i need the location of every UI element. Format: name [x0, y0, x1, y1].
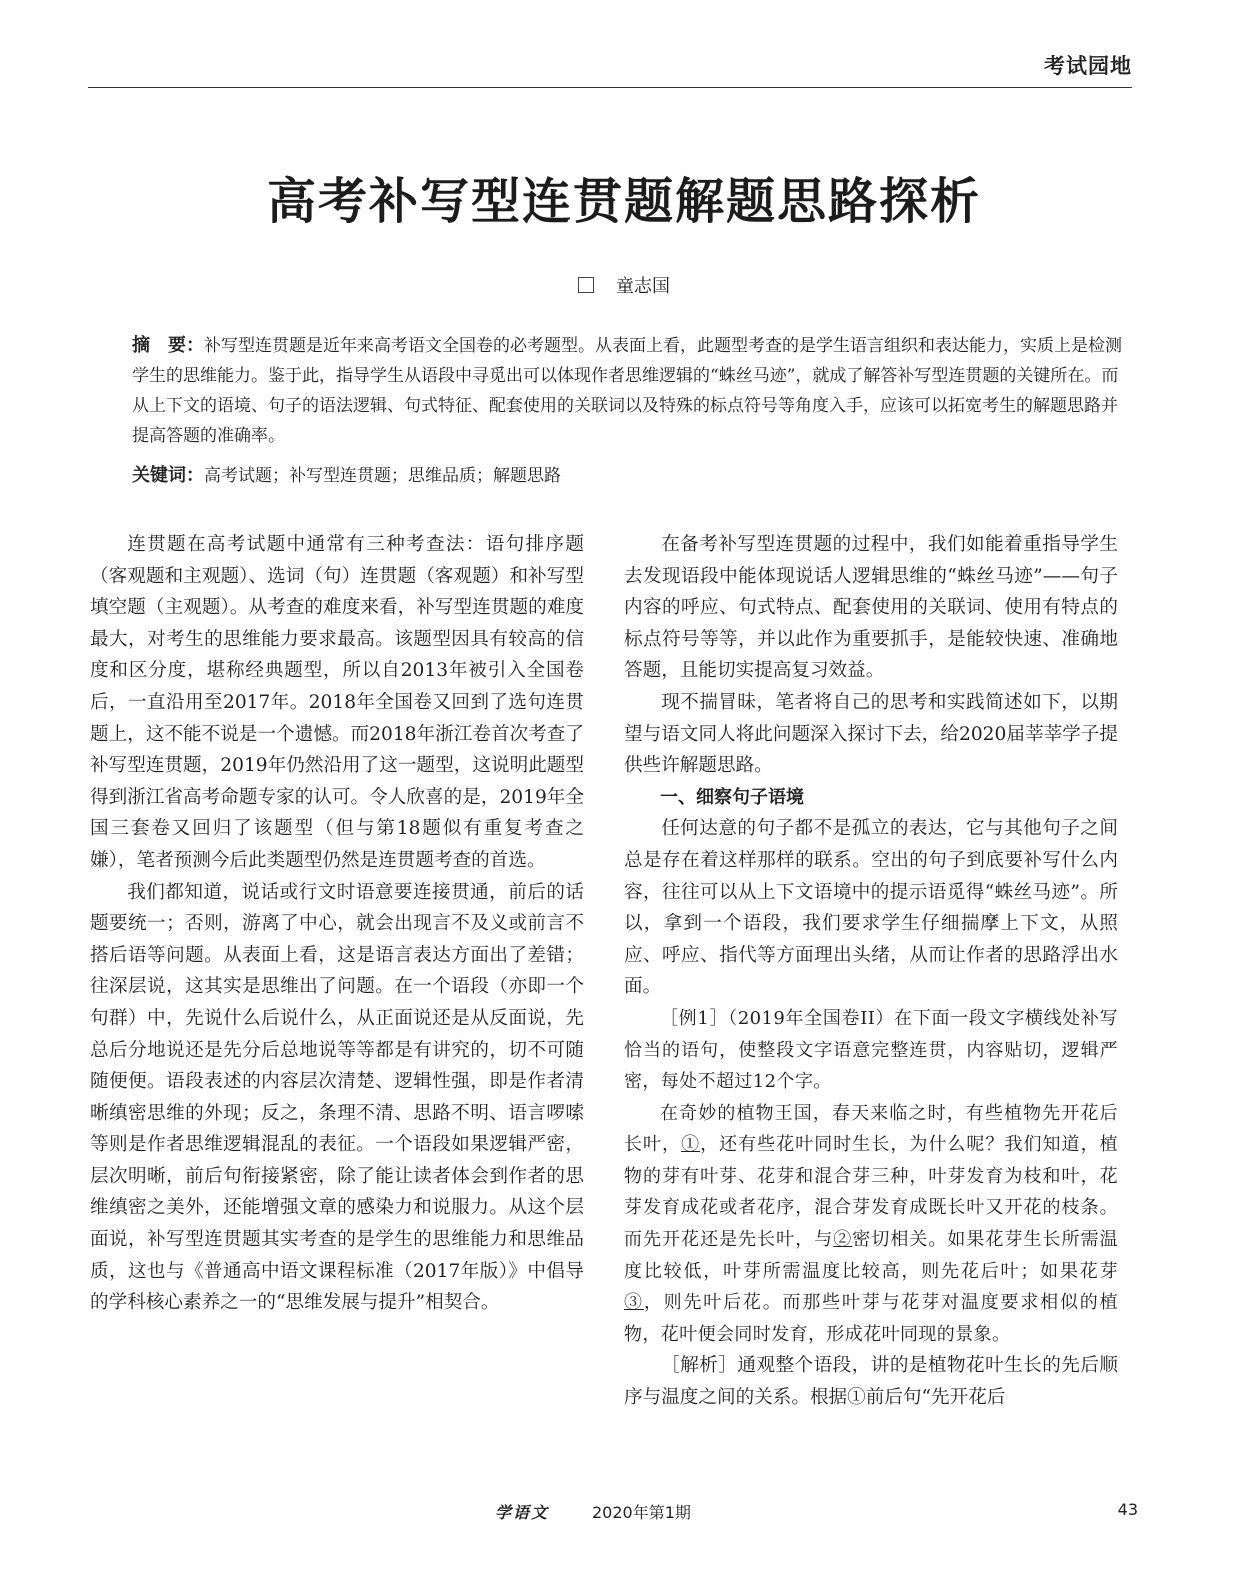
example-prompt — [624, 1003, 1118, 1098]
section-label: 考试园地 — [1044, 54, 1132, 78]
analysis-text: 通观整个语段，讲的是植物花叶生长的先后顺序与温度之间的关系。根据①前后句“先开花后 — [624, 1355, 1118, 1409]
abstract — [132, 331, 1122, 451]
passage-text: ，则先叶后花。而那些叶芽与花芽对温度要求相似的植物，花叶便会同时发育，形成花叶同现的景象。 — [624, 1292, 1118, 1345]
section-heading: 一、细察句子语境 — [660, 786, 804, 808]
abstract-text: 补写型连贯题是近年来高考语文全国卷的必考题型。从表面上看，此题型考查的是学生语言组织和表达能力，实质上是检测学生的思维能力。鉴于此，指导学生从语段中寻觅出可以体现作者思维逻辑的“蛛丝马迹”，就成了解答补写型连贯题的关键所在。而从上下文的语境、句子的语法逻辑、句式特征、配套使用的关联词以及特殊的标点符号等角度入手，应该可以拓宽考生的解题思路并提高答题的准确率。 — [132, 336, 1122, 446]
header-rule — [88, 87, 1132, 88]
passage-text: ，还有些花叶同时生长，为什么呢？我们知道，植物的芽有叶芽、花芽和混合芽三种，叶芽发育为枝和叶，花芽发育成花或者花序，混合芽发育成既长叶又开花的枝条。而先开花还是先长叶，与 — [624, 1134, 1118, 1251]
body-paragraph: 现不揣冒昧，笔者将自己的思考和实践简述如下，以期望与语文同人将此问题深入探讨下去，给2020届莘莘学子提供些许解题思路。 — [624, 691, 1118, 777]
passage-text: 在奇妙的植物王国，春天来临之时，有些植物先开花后长叶， — [624, 1102, 1118, 1156]
example-label: ［例1］ — [660, 1007, 729, 1029]
example-passage — [624, 1098, 1118, 1351]
blank-2: ② — [833, 1229, 853, 1251]
abstract-label: 摘 要： — [132, 335, 204, 356]
author-name: 童志国 — [616, 276, 670, 297]
keywords-text: 高考试题；补写型连贯题；思维品质；解题思路 — [204, 466, 561, 486]
blank-1: ① — [681, 1134, 701, 1156]
right-column — [624, 529, 1118, 1414]
left-column — [90, 529, 584, 1319]
article-title: 高考补写型连贯题解题思路探析 — [266, 173, 981, 230]
analysis-paragraph — [624, 1350, 1118, 1413]
example-prompt-text: （2019年全国卷II）在下面一段文字横线处补写恰当的语句，使整段文字语意完整连贯，内容贴切，逻辑严密，每处不超过12个字。 — [624, 1007, 1118, 1093]
keywords-label: 关键词： — [132, 465, 204, 486]
body-paragraph: 任何达意的句子都不是孤立的表达，它与其他句子之间总是存在着这样那样的联系。空出的句子到底要补写什么内容，往往可以从上下文语境中的提示语觅得“蛛丝马迹”。所以，拿到一个语段，我们要求学生仔细揣摩上下文，从照应、呼应、指代等方面理出头绪，从而让作者的思路浮出水面。 — [624, 818, 1118, 998]
page-number: 43 — [1117, 1500, 1138, 1519]
journal-name: 学语文 — [495, 1503, 550, 1522]
issue-label: 2020年第1期 — [592, 1503, 691, 1522]
body-paragraph: 在备考补写型连贯题的过程中，我们如能着重指导学生去发现语段中能体现说话人逻辑思维的“蛛丝马迹”——句子内容的呼应、句式特点、配套使用的关联词、使用有特点的标点符号等等，并以此作为重要抓手，是能较快速、准确地答题，且能切实提高复习效益。 — [624, 534, 1118, 682]
byline — [0, 272, 1248, 298]
body-paragraph: 我们都知道，说话或行文时语意要连接贯通，前后的话题要统一；否则，游离了中心，就会出现言不及义或前言不搭后语等问题。从表面上看，这是语言表达方面出了差错；往深层说，这其实是思维出了问题。在一个语段（亦即一个句群）中，先说什么后说什么，从正面说还是从反面说，先总后分地说还是先分后总地说等等都是有讲究的，切不可随随便便。语段表述的内容层次清楚、逻辑性强，即是作者清晰缜密思维的外现；反之，条理不清、思路不明、语言啰嗦等则是作者思维逻辑混乱的表征。一个语段如果逻辑严密，层次明晰，前后句衔接紧密，除了能让读者体会到作者的思维缜密之美外，还能增强文章的感染力和说服力。从这个层面说，补写型连贯题其实考查的是学生的思维能力和思维品质，这也与《普通高中语文课程标准（2017年版）》中倡导的学科核心素养之一的“思维发展与提升”相契合。 — [90, 881, 584, 1314]
analysis-label: ［解析］ — [661, 1355, 738, 1377]
keywords — [132, 461, 561, 487]
body-paragraph: 连贯题在高考试题中通常有三种考查法：语句排序题（客观题和主观题）、选词（句）连贯题（客观题）和补写型填空题（主观题）。从考查的难度来看，补写型连贯题的难度最大，对考生的思维能力要求最高。该题型因具有较高的信度和区分度，堪称经典题型，所以自2013年被引入全国卷后，一直沿用至2017年。2018年全国卷又回到了选句连贯题上，这不能不说是一个遗憾。而2018年浙江卷首次考查了补写型连贯题，2019年仍然沿用了这一题型，这说明此题型得到浙江省高考命题专家的认可。令人欣喜的是，2019年全国三套卷又回归了该题型（但与第18题似有重复考查之嫌），笔者预测今后此类题型仍然是连贯题考查的首选。 — [90, 534, 584, 871]
author-box-icon — [578, 277, 594, 293]
blank-3: ③ — [624, 1292, 644, 1314]
passage-text: 密切相关。如果花芽生长所需温度比较低，叶芽所需温度比较高，则先花后叶；如果花芽 — [624, 1229, 1118, 1282]
